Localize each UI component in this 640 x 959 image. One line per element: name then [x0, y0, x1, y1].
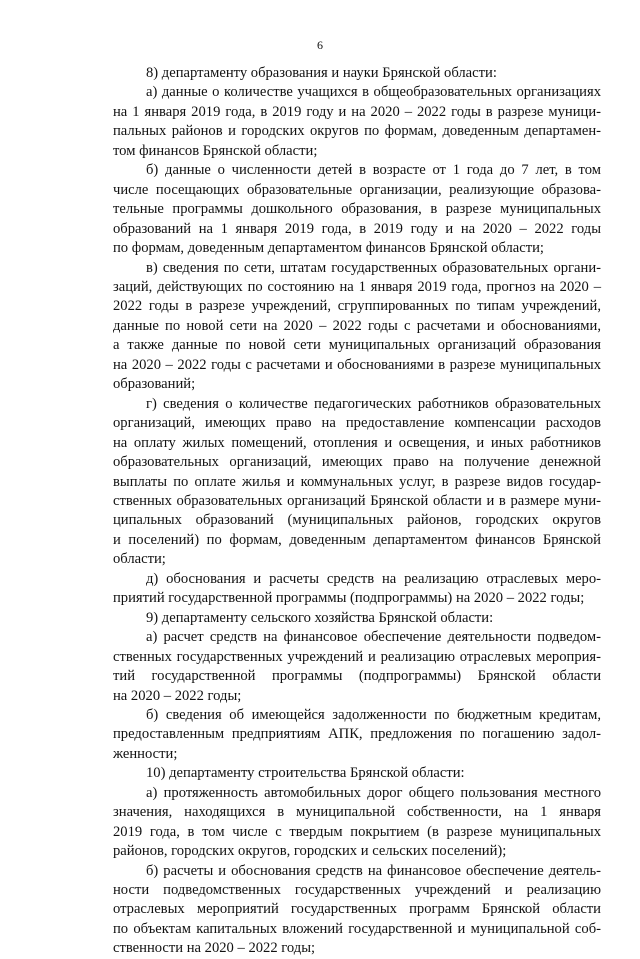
text-line: данные по новой сети на 2020 – 2022 годы с расчетами и обоснованиями,	[113, 317, 601, 334]
paragraph	[113, 83, 601, 161]
text-line: на 2020 – 2022 годы с расчетами и обоснованиями в разрезе муниципальных	[113, 356, 601, 373]
text-line: предоставленным предприятиям АПК, предложения по погашению задол-	[113, 726, 601, 743]
text-line: образований на 1 января 2019 года, в 2019 году и на 2020 – 2022 годы	[113, 220, 601, 237]
text-line: б) расчеты и обоснования средств на финансовое обеспечение деятель-	[146, 862, 601, 879]
text-line: б) сведения об имеющейся задолженности по бюджетным кредитам,	[146, 706, 601, 723]
paragraph	[113, 395, 601, 570]
paragraph	[113, 570, 601, 609]
paragraph	[113, 161, 601, 258]
text-line: по формам, доведенным департаментом финансов Брянской области;	[113, 240, 544, 257]
text-line: по объектам капитальных вложений государственной и муниципальной соб-	[113, 920, 601, 937]
text-line: а) данные о количестве учащихся в общеобразовательных организациях	[146, 84, 601, 101]
text-line: образовательных организаций, имеющих право на получение денежной	[113, 454, 601, 471]
text-line: д) обоснования и расчеты средств на реализацию отраслевых меро-	[146, 570, 601, 587]
text-line: ственных государственных учреждений и реализацию отраслевых мероприя-	[113, 648, 601, 665]
text-line: тельные программы дошкольного образования, в разрезе муниципальных	[113, 201, 601, 218]
text-line: а также данные по новой сети муниципальных организаций образования	[113, 337, 601, 354]
paragraph	[113, 259, 601, 395]
text-line: ственности на 2020 – 2022 годы;	[113, 940, 316, 957]
document-body	[113, 64, 601, 959]
text-line: а) протяженность автомобильных дорог общего пользования местного	[146, 784, 601, 801]
page-number: 6	[317, 38, 323, 52]
text-line: образований;	[113, 376, 196, 393]
text-line: тий государственной программы (подпрограммы) Брянской области	[113, 668, 601, 685]
text-line: том финансов Брянской области;	[113, 142, 318, 159]
paragraph	[113, 706, 601, 764]
text-line: и поселений) по формам, доведенным департаментом финансов Брянской	[113, 531, 601, 548]
text-line: 8) департаменту образования и науки Брянской области:	[146, 65, 497, 81]
text-line: в) сведения по сети, штатам государственных образовательных органи-	[146, 259, 601, 276]
paragraph	[113, 862, 601, 959]
paragraph	[113, 609, 601, 628]
text-line: г) сведения о количестве педагогических работников образовательных	[146, 395, 601, 412]
text-line: 2022 годы в разрезе учреждений, сгруппированных по типам учреждений,	[113, 298, 601, 315]
text-line: отраслевых мероприятий государственных программ Брянской области	[113, 901, 601, 918]
text-line: 9) департаменту сельского хозяйства Брянской области:	[146, 609, 494, 626]
text-line: заций, действующих по состоянию на 1 января 2019 года, прогноз на 2020 –	[113, 278, 601, 295]
text-line: ственных образовательных организаций Брянской области и в размере муни-	[113, 492, 601, 509]
text-line: ципальных образований (муниципальных районов, городских округов	[113, 512, 601, 529]
text-line: приятий государственной программы (подпрограммы) на 2020 – 2022 годы;	[113, 590, 585, 607]
text-line: на оплату жилых помещений, отопления и освещения, и иных работников	[113, 434, 601, 451]
paragraph	[113, 628, 601, 706]
text-line: на 2020 – 2022 годы;	[113, 687, 242, 704]
text-line: числе посещающих образовательные организации, реализующие образова-	[113, 181, 601, 198]
paragraph	[113, 64, 601, 83]
paragraph	[113, 764, 601, 783]
text-line: значения, находящихся в муниципальной собственности, на 1 января	[113, 804, 601, 821]
text-line: районов, городских округов, городских и сельских поселений);	[113, 843, 507, 860]
text-line: а) расчет средств на финансовое обеспечение деятельности подведом-	[146, 629, 601, 646]
text-line: 10) департаменту строительства Брянской области:	[146, 765, 465, 782]
text-line: на 1 января 2019 года, в 2019 году и на 2020 – 2022 годы в разрезе муници-	[113, 103, 601, 120]
text-line: организаций, имеющих право на предоставление компенсации расходов	[113, 415, 601, 432]
text-line: ности подведомственных государственных учреждений и реализацию	[113, 882, 601, 899]
text-line: пальных районов и городских округов по формам, доведенным департамен-	[113, 123, 601, 140]
text-line: выплаты по оплате жилья и коммунальных услуг, в разрезе видов государ-	[113, 473, 601, 490]
text-line: 2019 года, в том числе с твердым покрытием (в разрезе муниципальных	[113, 823, 601, 840]
text-line: области;	[113, 551, 166, 568]
text-line: женности;	[113, 745, 178, 762]
text-line: б) данные о численности детей в возрасте от 1 года до 7 лет, в том	[146, 162, 601, 179]
paragraph	[113, 784, 601, 862]
